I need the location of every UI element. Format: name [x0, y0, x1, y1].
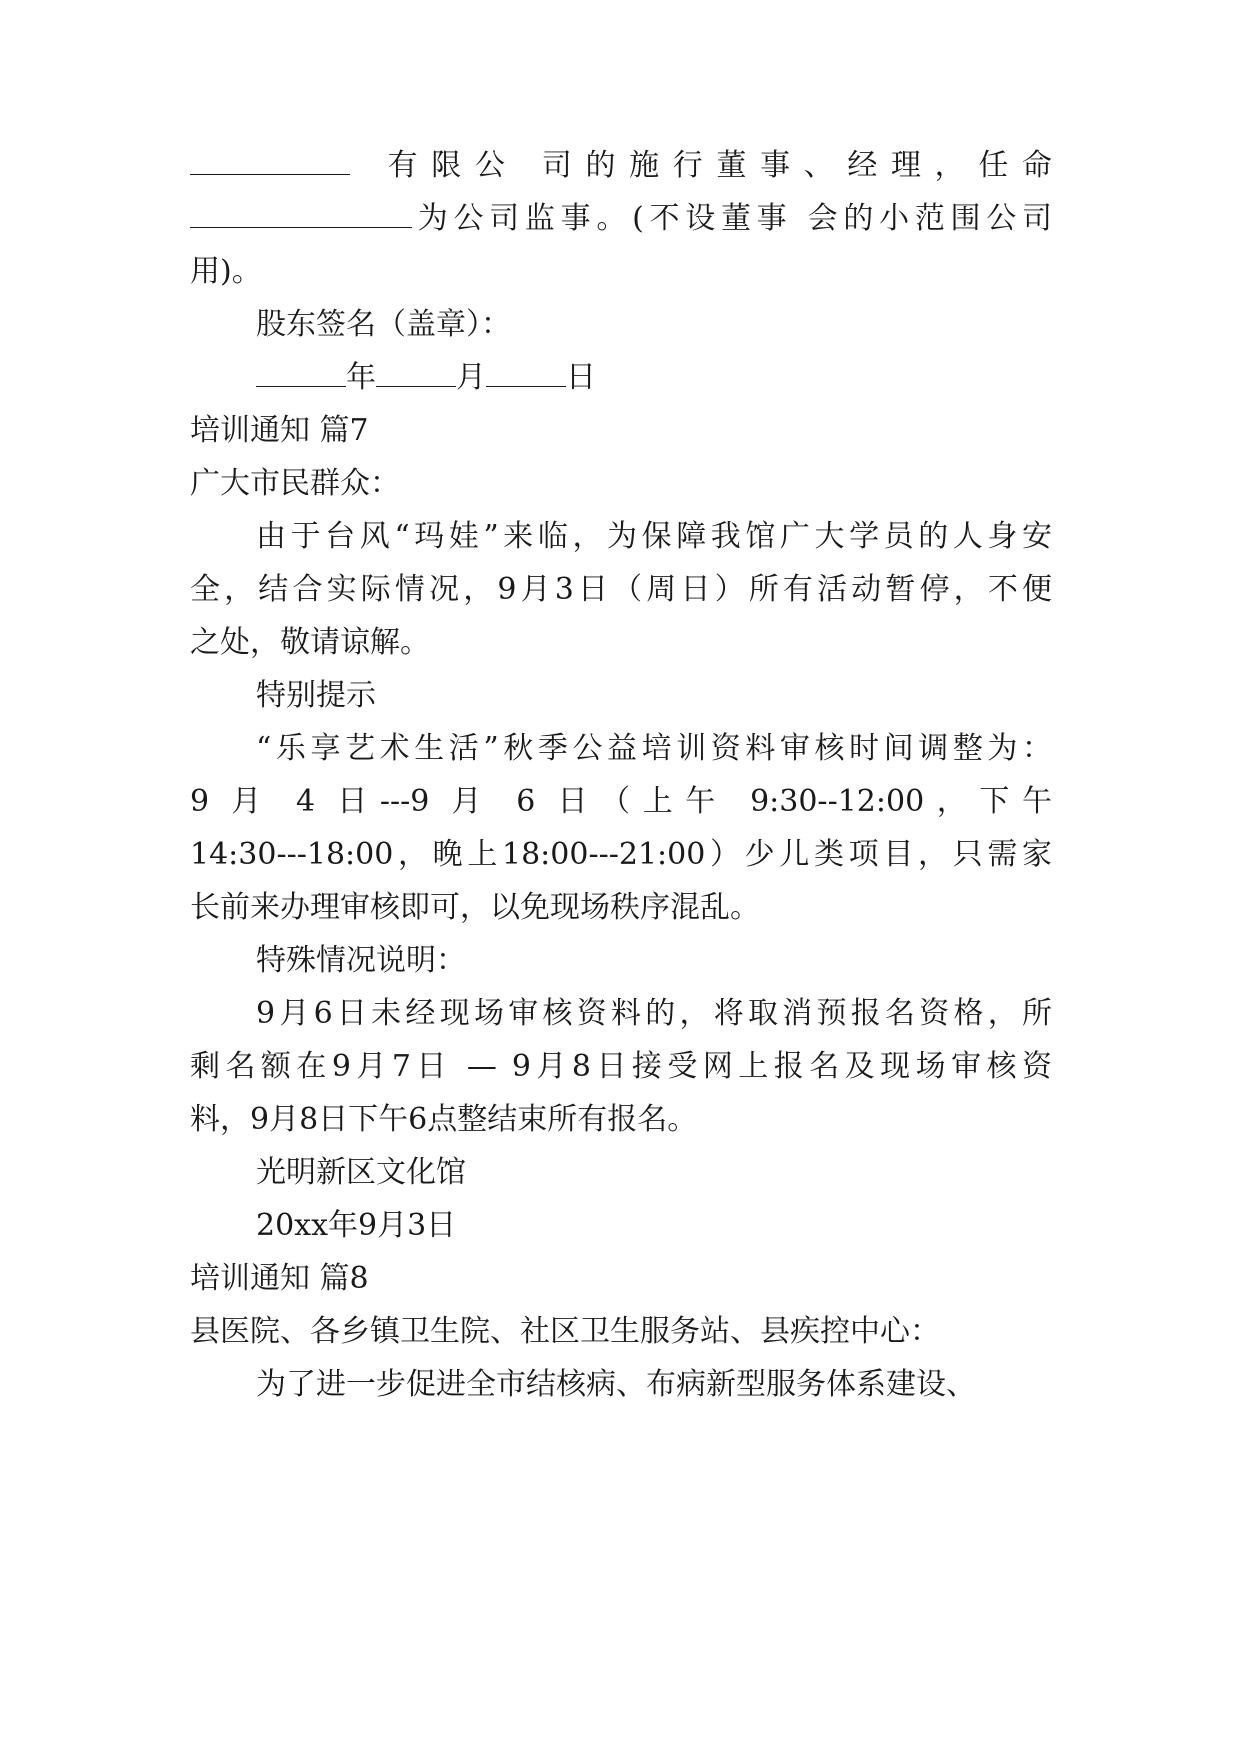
special-case-heading: 特殊情况说明：: [256, 943, 466, 978]
text-span: 为公司监事。(不设董事 会的小范围公司: [412, 201, 1052, 236]
fill-blank: [190, 144, 350, 175]
paragraph-line: 14:30---18:00，晚上18:00---21:00）少儿类项目，只需家: [190, 837, 1052, 872]
paragraph-line: “乐享艺术生活”秋季公益培训资料审核时间调整为：: [256, 731, 1052, 766]
paragraph-line: 为了进一步促进全市结核病、布病新型服务体系建设、: [256, 1367, 976, 1402]
paragraph-line: 长前来办理审核即可，以免现场秩序混乱。: [190, 890, 760, 925]
section-heading-8: 培训通知 篇8: [190, 1261, 369, 1296]
paragraph-line: 全，结合实际情况，9月3日（周日）所有活动暂停，不便: [190, 572, 1052, 607]
month-blank: [376, 356, 456, 387]
text-span: 有限公 司的施行董事、经理，任命: [374, 148, 1052, 183]
salutation-8: 县医院、各乡镇卫生院、社区卫生服务站、县疾控中心：: [190, 1314, 940, 1349]
paragraph-line: 由于台风“玛娃”来临，为保障我馆广大学员的人身安: [256, 519, 1052, 554]
notice-date: 20xx年9月3日: [256, 1208, 457, 1243]
section-heading-7: 培训通知 篇7: [190, 413, 369, 448]
month-label: 月: [456, 360, 486, 395]
salutation-7: 广大市民群众：: [190, 466, 400, 501]
fill-blank: [190, 197, 412, 228]
paragraph-line: 之处，敬请谅解。: [190, 625, 430, 660]
day-blank: [486, 356, 566, 387]
paragraph-line: 9 月 4 日---9 月 6 日（上午 9:30--12:00，下午: [190, 784, 1052, 819]
signature-label: 股东签名（盖章）：: [256, 307, 511, 342]
year-label: 年: [346, 360, 376, 395]
signature-date-line: [256, 349, 1052, 407]
paragraph-line: 剩名额在9月7日 — 9月8日接受网上报名及现场审核资: [190, 1049, 1052, 1084]
year-blank: [256, 356, 346, 387]
paragraph-line: 料，9月8日下午6点整结束所有报名。: [190, 1102, 698, 1137]
special-notice-heading: 特别提示: [256, 678, 376, 713]
text-line-2: [190, 190, 1052, 248]
organization-name: 光明新区文化馆: [256, 1155, 466, 1190]
text-line-1: [190, 137, 1052, 195]
day-label: 日: [566, 360, 596, 395]
paragraph-line: 9月6日未经现场审核资料的，将取消预报名资格，所: [256, 996, 1052, 1031]
text-line-3: 用)。: [190, 254, 262, 289]
